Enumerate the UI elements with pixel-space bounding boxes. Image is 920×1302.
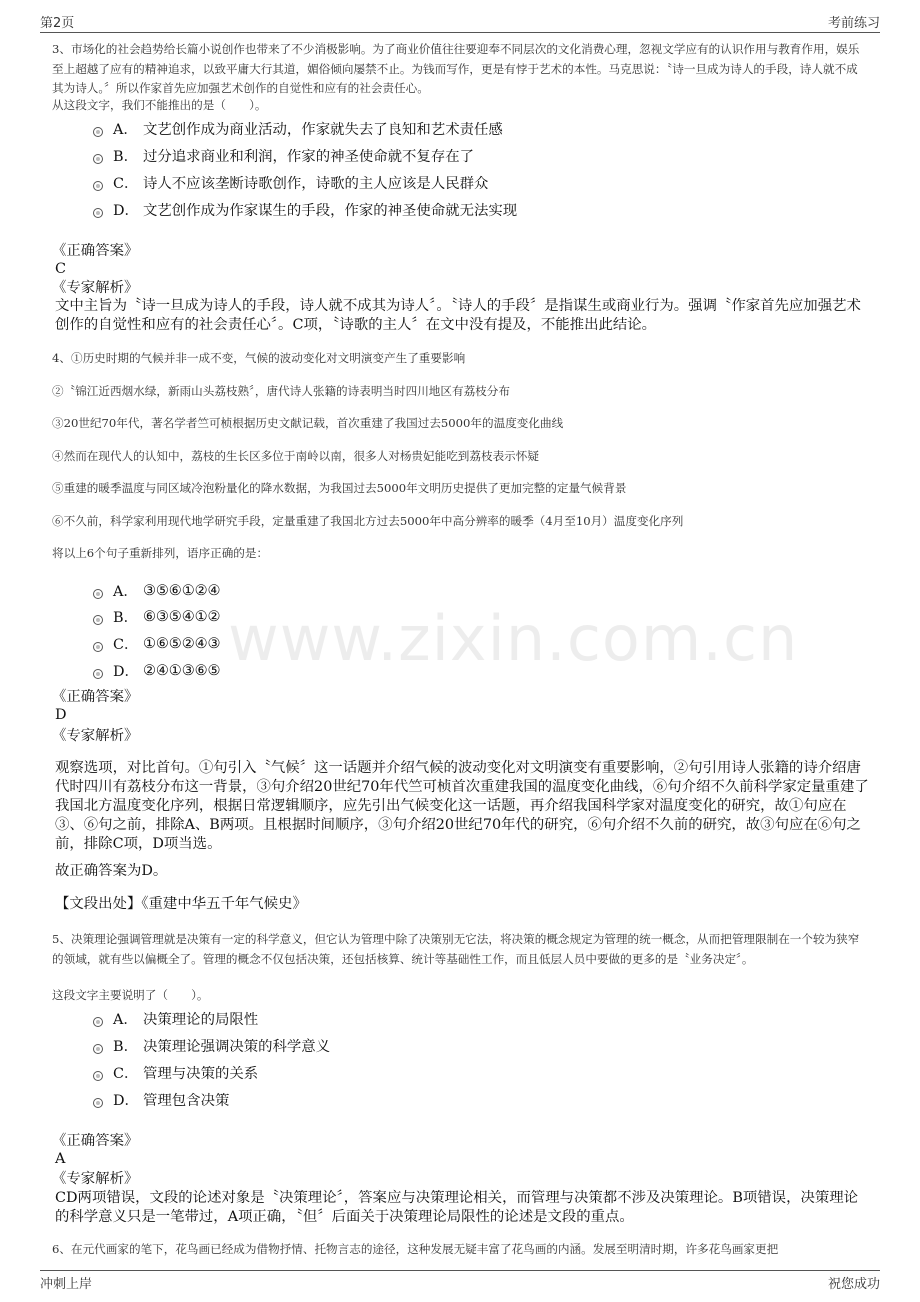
radio-icon[interactable] (93, 615, 103, 625)
watermark: www.zixin.com.cn (228, 602, 799, 675)
radio-icon[interactable] (93, 1017, 103, 1027)
q5-analysis: CD两项错误，文段的论述对象是〝决策理论〞，答案应与决策理论相关，而管理与决策都不涉及决策理论。B项错误，决策理论的科学意义只是一笔带过，A项正确，〝但〞后面关于决策理论局限性的论述是文段的重点。 (55, 1190, 859, 1225)
q5-ask: 这段文字主要说明了（ ）。 (52, 988, 209, 1002)
q5-option-c[interactable]: C． 管理与决策的关系 (93, 1062, 258, 1083)
q3-option-c[interactable]: C． 诗人不应该垄断诗歌创作，诗歌的主人应该是人民群众 (93, 172, 488, 193)
q4-answer-label: 《正确答案》 (52, 689, 139, 705)
q4-answer: D (55, 707, 67, 723)
page-footer (40, 1273, 880, 1292)
q4-option-b[interactable]: B． ⑥③⑤④①② (93, 606, 220, 627)
footer-rule (40, 1270, 880, 1271)
header-rule (40, 32, 880, 33)
header-title: 考前练习 (827, 16, 880, 31)
q3-analysis: 文中主旨为〝诗一旦成为诗人的手段，诗人就不成其为诗人〞。〝诗人的手段〞是指谋生或商业行为。强调〝作家首先应加强艺术创作的自觉性和应有的社会责任心〞。C项，〝诗歌的主人〞在文中没有提及，不能推出此结论。 (55, 298, 861, 333)
q4-option-d[interactable]: D． ②④①③⑥⑤ (93, 660, 220, 681)
q3-answer: C (55, 261, 67, 277)
q4-sentence-1: 4、①历史时期的气候并非一成不变，气候的波动变化对文明演变产生了重要影响 (52, 351, 466, 365)
radio-icon[interactable] (93, 154, 103, 164)
footer-left-text: 冲刺上岸 (40, 1277, 93, 1292)
q4-ask: 将以上6个句子重新排列，语序正确的是： (52, 546, 269, 560)
footer-right-text: 祝您成功 (827, 1277, 880, 1292)
q3-option-a[interactable]: A． 文艺创作成为商业活动，作家就失去了良知和艺术责任感 (93, 118, 503, 139)
radio-icon[interactable] (93, 1044, 103, 1054)
q4-sentence-3: ③20世纪70年代，著名学者竺可桢根据历史文献记载，首次重建了我国过去5000年的温度变化曲线 (52, 416, 564, 430)
q4-conclusion: 故正确答案为D。 (55, 863, 168, 879)
radio-icon[interactable] (93, 642, 103, 652)
q4-analysis: 观察选项，对比首句。①句引入〝气候〞这一话题并介绍气候的波动变化对文明演变有重要影响，②句引用诗人张籍的诗介绍唐代时四川有荔枝分布这一背景，③句介绍20世纪70年代竺可桢首次重建我国的温度变化曲线，⑥句介绍不久前科学家定量重建了我国北方温度变化序列，根据日常逻辑顺序，应先引出气候变化这一话题，再介绍我国科学家对温度变化的研究，故①句应在③、⑥句之前，排除A、B两项。且根据时间顺序，③句介绍20世纪70年代的研究，⑥句介绍不久前的研究，故③句应在⑥句之前，排除C项，D项当选。 (55, 760, 869, 852)
q3-analysis-label: 《专家解析》 (52, 280, 139, 296)
q5-option-d[interactable]: D． 管理包含决策 (93, 1089, 229, 1110)
radio-icon[interactable] (93, 1071, 103, 1081)
q4-sentence-5: ⑤重建的暖季温度与同区域冷泡粉量化的降水数据，为我国过去5000年文明历史提供了更加完整的定量气候背景 (52, 481, 627, 495)
q4-option-a[interactable]: A． ③⑤⑥①②④ (93, 580, 220, 601)
q5-analysis-label: 《专家解析》 (52, 1171, 139, 1187)
q3-answer-label: 《正确答案》 (52, 243, 139, 259)
radio-icon[interactable] (93, 669, 103, 679)
q5-stem: 5、决策理论强调管理就是决策有一定的科学意义，但它认为管理中除了决策别无它法，将决策的概念规定为管理的统一概念，从而把管理限制在一个较为狭窄的领域，就有些以偏概全了。管理的概念不仅包括决策，还包括核算、统计等基础性工作，而且低层人员中要做的更多的是〝业务决定〞。 (52, 932, 860, 966)
q4-option-c[interactable]: C． ①⑥⑤②④③ (93, 633, 220, 654)
radio-icon[interactable] (93, 208, 103, 218)
q3-stem: 3、市场化的社会趋势给长篇小说创作也带来了不少消极影响。为了商业价值往往要迎奉不同层次的文化消费心理，忽视文学应有的认识作用与教育作用，娱乐至上超越了应有的精神追求，以致平庸大行其道，媚俗倾向屡禁不止。为钱而写作，更是有悖于艺术的本性。马克思说：〝诗一旦成为诗人的手段，诗人就不成其为诗人。〞所以作家首先应加强艺术创作的自觉性和应有的社会责任心。 (52, 42, 860, 95)
q4-sentence-4: ④然而在现代人的认知中，荔枝的生长区多位于南岭以南，很多人对杨贵妃能吃到荔枝表示怀疑 (52, 449, 539, 463)
q5-option-a[interactable]: A． 决策理论的局限性 (93, 1008, 258, 1029)
q5-answer: A (55, 1151, 66, 1167)
q4-sentence-2: ②〝锦江近西烟水绿，新雨山头荔枝熟〞，唐代诗人张籍的诗表明当时四川地区有荔枝分布 (52, 384, 510, 398)
q4-source: 【文段出处】《重建中华五千年气候史》 (55, 896, 307, 912)
q3-option-b[interactable]: B． 过分追求商业和利润，作家的神圣使命就不复存在了 (93, 145, 474, 166)
q3-option-d[interactable]: D． 文艺创作成为作家谋生的手段，作家的神圣使命就无法实现 (93, 199, 517, 220)
radio-icon[interactable] (93, 589, 103, 599)
q3-ask: 从这段文字，我们不能推出的是（ ）。 (52, 98, 267, 112)
q4-sentence-6: ⑥不久前，科学家利用现代地学研究手段，定量重建了我国北方过去5000年中高分辨率的暖季（4月至10月）温度变化序列 (52, 514, 684, 528)
q5-answer-label: 《正确答案》 (52, 1133, 139, 1149)
radio-icon[interactable] (93, 181, 103, 191)
radio-icon[interactable] (93, 1098, 103, 1108)
q4-analysis-label: 《专家解析》 (52, 728, 139, 744)
page-header (40, 12, 880, 31)
radio-icon[interactable] (93, 127, 103, 137)
q5-option-b[interactable]: B． 决策理论强调决策的科学意义 (93, 1035, 330, 1056)
page-number: 第2页 (40, 16, 75, 31)
q6-stem: 6、在元代画家的笔下，花鸟画已经成为借物抒情、托物言志的途径，这种发展无疑丰富了花鸟画的内涵。发展至明清时期，许多花鸟画家更把 (52, 1242, 779, 1256)
